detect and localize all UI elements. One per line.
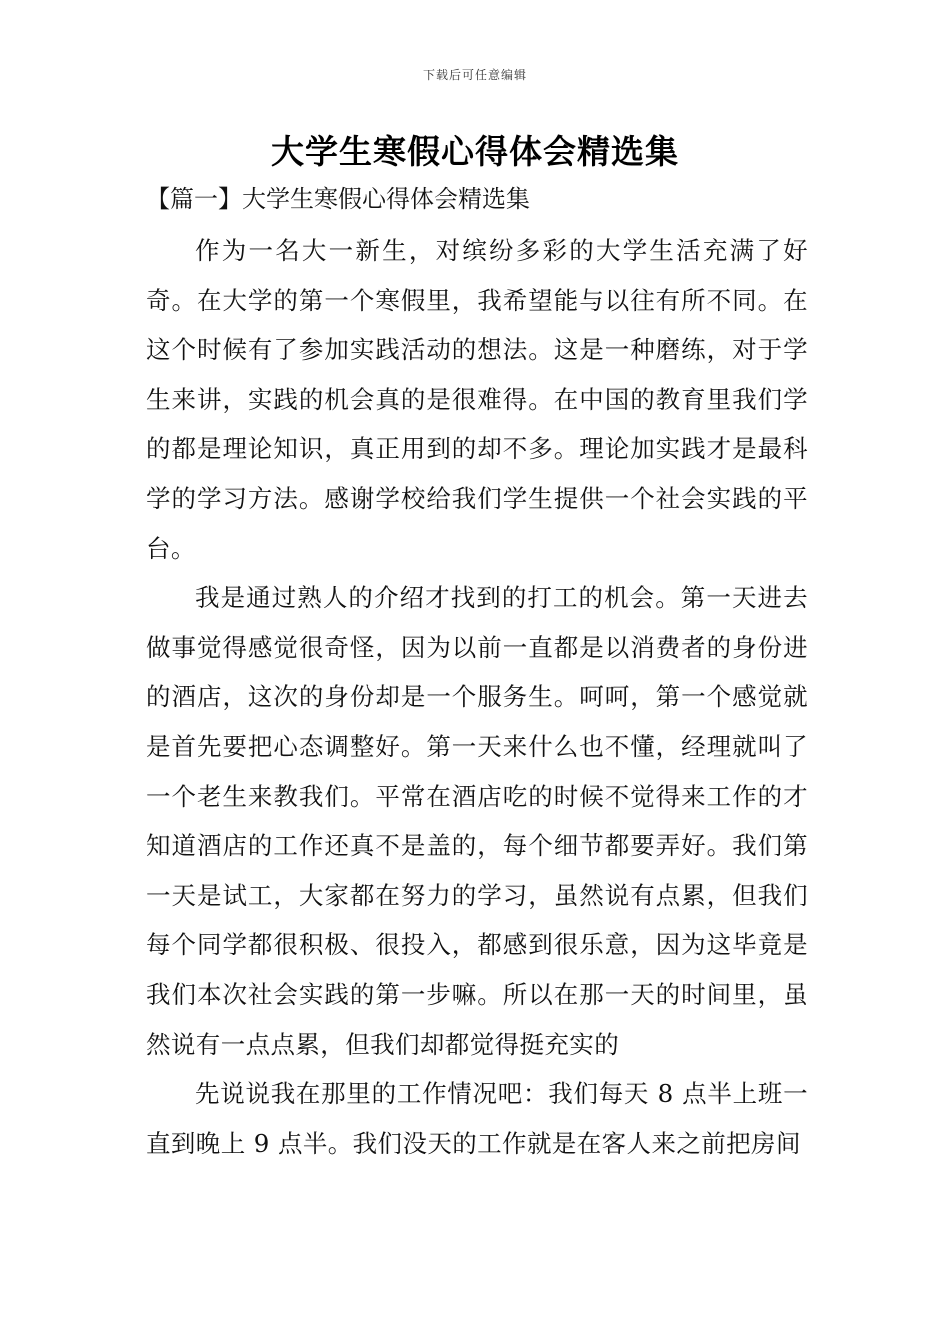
paragraph: 先说说我在那里的工作情况吧：我们每天 8 点半上班一直到晚上 9 点半。我们没天的工作就是在客人来之前把房间 xyxy=(146,1079,808,1158)
header-note: 下载后可任意编辑 xyxy=(422,68,527,82)
document-title: 大学生寒假心得体会精选集 xyxy=(271,132,679,171)
body-text xyxy=(146,226,808,1168)
section-heading: 【篇一】大学生寒假心得体会精选集 xyxy=(146,185,530,213)
paragraph: 作为一名大一新生，对缤纷多彩的大学生活充满了好奇。在大学的第一个寒假里，我希望能与以往有所不同。在这个时候有了参加实践活动的想法。这是一种磨练，对于学生来讲，实践的机会真的是很难得。在中国的教育里我们学的都是理论知识，真正用到的却不多。理论加实践才是最科学的学习方法。感谢学校给我们学生提供一个社会实践的平台。 xyxy=(146,236,808,563)
paragraph: 我是通过熟人的介绍才找到的打工的机会。第一天进去做事觉得感觉很奇怪，因为以前一直都是以消费者的身份进的酒店，这次的身份却是一个服务生。呵呵，第一个感觉就是首先要把心态调整好。第一天来什么也不懂，经理就叫了一个老生来教我们。平常在酒店吃的时候不觉得来工作的才知道酒店的工作还真不是盖的，每个细节都要弄好。我们第一天是试工，大家都在努力的学习，虽然说有点累，但我们每个同学都很积极、很投入，都感到很乐意，因为这毕竟是我们本次社会实践的第一步嘛。所以在那一天的时间里，虽然说有一点点累，但我们却都觉得挺充实的 xyxy=(146,583,808,1059)
